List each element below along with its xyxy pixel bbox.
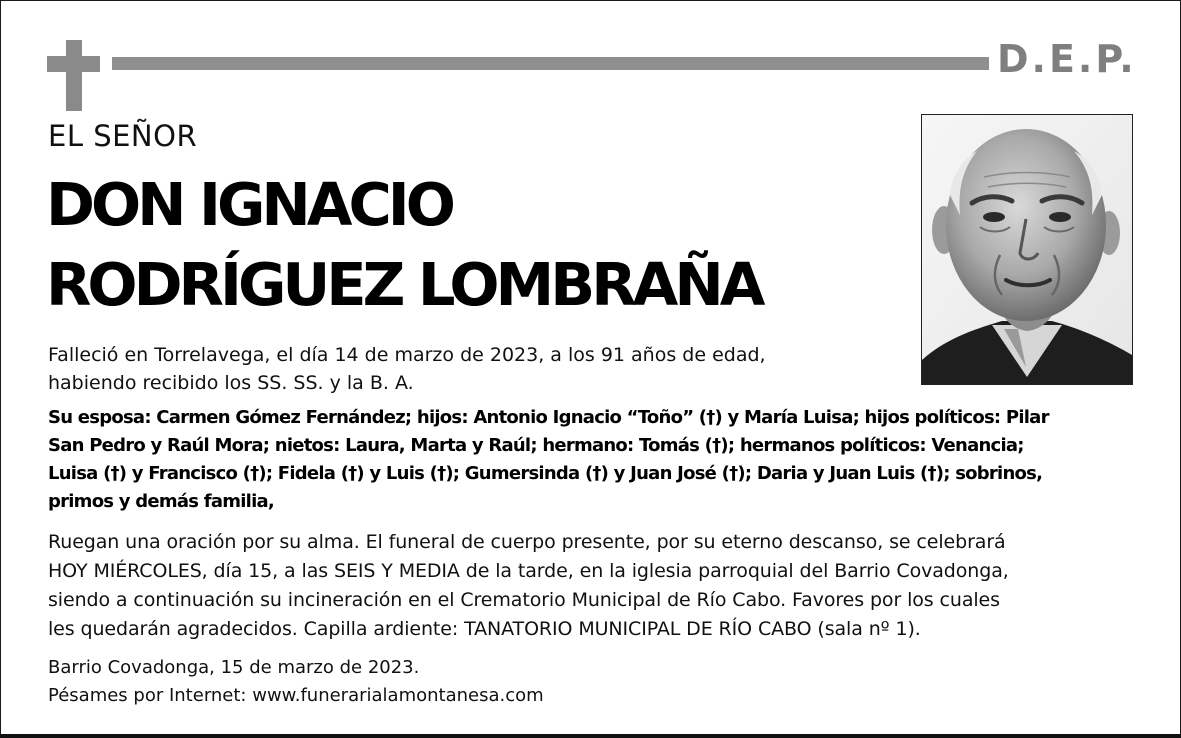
deceased-name-line-1: DON IGNACIO: [46, 170, 452, 239]
death-notice: [48, 341, 766, 397]
family-line: Su esposa: Carmen Gómez Fernández; hijos: Antonio Ignacio “Toño” (†) y María Luisa; hijos políticos: Pilar: [48, 407, 1049, 428]
footer: [48, 654, 544, 710]
subtitle: EL SEÑOR: [48, 119, 198, 153]
cross-icon-bar: [47, 56, 100, 72]
funeral-line: les quedarán agradecidos. Capilla ardiente: TANATORIO MUNICIPAL DE RÍO CABO (sala nº 1).: [48, 618, 921, 640]
dep-label: D.E.P.: [997, 37, 1137, 81]
death-notice-line: Falleció en Torrelavega, el día 14 de marzo de 2023, a los 91 años de edad,: [48, 344, 766, 366]
funeral-line: Ruegan una oración por su alma. El funeral de cuerpo presente, por su eterno descanso, se celebrará: [48, 531, 1006, 553]
cross-icon: [66, 40, 82, 111]
portrait-photo: [921, 114, 1133, 385]
funeral-details: [48, 528, 1009, 644]
funeral-line: HOY MIÉRCOLES, día 15, a las SEIS Y MEDIA de la tarde, en la iglesia parroquial del Barrio Covadonga,: [48, 560, 1009, 582]
family-line: Luisa (†) y Francisco (†); Fidela (†) y Luis (†); Gumersinda (†) y Juan José (†); Daria y Juan Luis (†); sobrinos,: [48, 463, 1043, 484]
death-notice-line: habiendo recibido los SS. SS. y la B. A.: [48, 372, 414, 394]
family-line: San Pedro y Raúl Mora; nietos: Laura, Marta y Raúl; hermano: Tomás (†); hermanos políticos: Venancia;: [48, 435, 1024, 456]
condolences-website: Pésames por Internet: www.funerarialamontanesa.com: [48, 685, 544, 706]
family-list: [48, 404, 1049, 516]
family-line: primos y demás familia,: [48, 491, 274, 512]
place-date: Barrio Covadonga, 15 de marzo de 2023.: [48, 657, 420, 678]
header-rule: [112, 57, 989, 70]
deceased-name-line-2: RODRÍGUEZ LOMBRAÑA: [46, 250, 762, 319]
funeral-line: siendo a continuación su incineración en el Crematorio Municipal de Río Cabo. Favores por los cuales: [48, 589, 1000, 611]
